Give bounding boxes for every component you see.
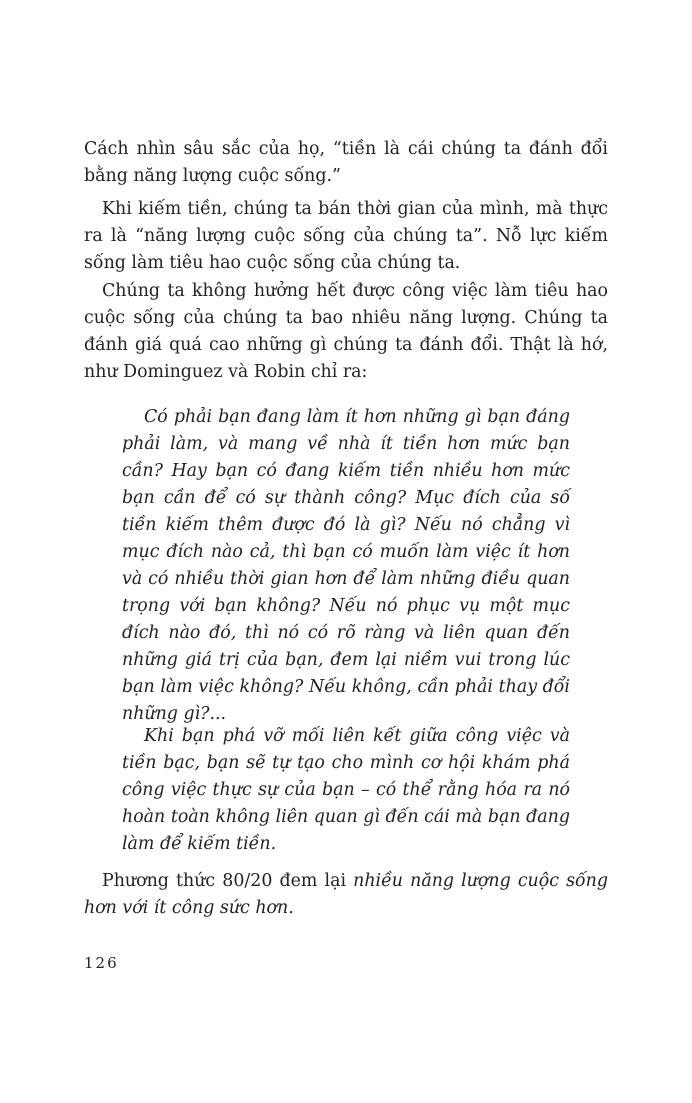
paragraph-8020-emphasis: nhiều năng lượng cuộc sống hơn với ít công sức hơn. (84, 871, 608, 918)
paragraph-money-definition: Cách nhìn sâu sắc của họ, “tiền là cái chúng ta đánh đổi bằng năng lượng cuộc sống.” (84, 139, 608, 186)
paragraph-overvaluing: Chúng ta không hưởng hết được công việc làm tiêu hao cuộc sống của chúng ta bao nhiêu năng lượng. Chúng ta đánh giá quá cao những gì chúng ta đánh đổi. Thật là hớ, như Dominguez và Robin chỉ ra: (84, 281, 608, 382)
page-number: 126 (84, 954, 119, 972)
block-quote-questions: Có phải bạn đang làm ít hơn những gì bạn đáng phải làm, và mang về nhà ít tiền hơn mức bạn cần? Hay bạn có đang kiếm tiền nhiều hơn mức bạn cần để có sự thành công? Mục đích của số tiền kiếm thêm được đó là gì? Nếu nó chẳng vì mục đích nào cả, thì bạn có muốn làm việc ít hơn và có nhiều thời gian hơn để làm những điều quan trọng với bạn không? Nếu nó phục vụ một mục đích nào đó, thì nó có rõ ràng và liên quan đến những giá trị của bạn, đem lại niềm vui trong lúc bạn làm việc không? Nếu không, cần phải thay đổi những gì?... (122, 407, 570, 724)
paragraph-8020-start: Phương thức 80/20 đem lại (102, 871, 354, 891)
paragraph-selling-time: Khi kiếm tiền, chúng ta bán thời gian của mình, mà thực ra là “năng lượng cuộc sống của chúng ta”. Nỗ lực kiếm sống làm tiêu hao cuộc sống của chúng ta. (84, 199, 608, 273)
block-quote-discovery: Khi bạn phá vỡ mối liên kết giữa công việc và tiền bạc, bạn sẽ tự tạo cho mình cơ hội khám phá công việc thực sự của bạn – có thể rằng hóa ra nó hoàn toàn không liên quan gì đến cái mà bạn đang làm để kiếm tiền. (122, 726, 570, 854)
paragraph-8020-method (84, 868, 608, 922)
